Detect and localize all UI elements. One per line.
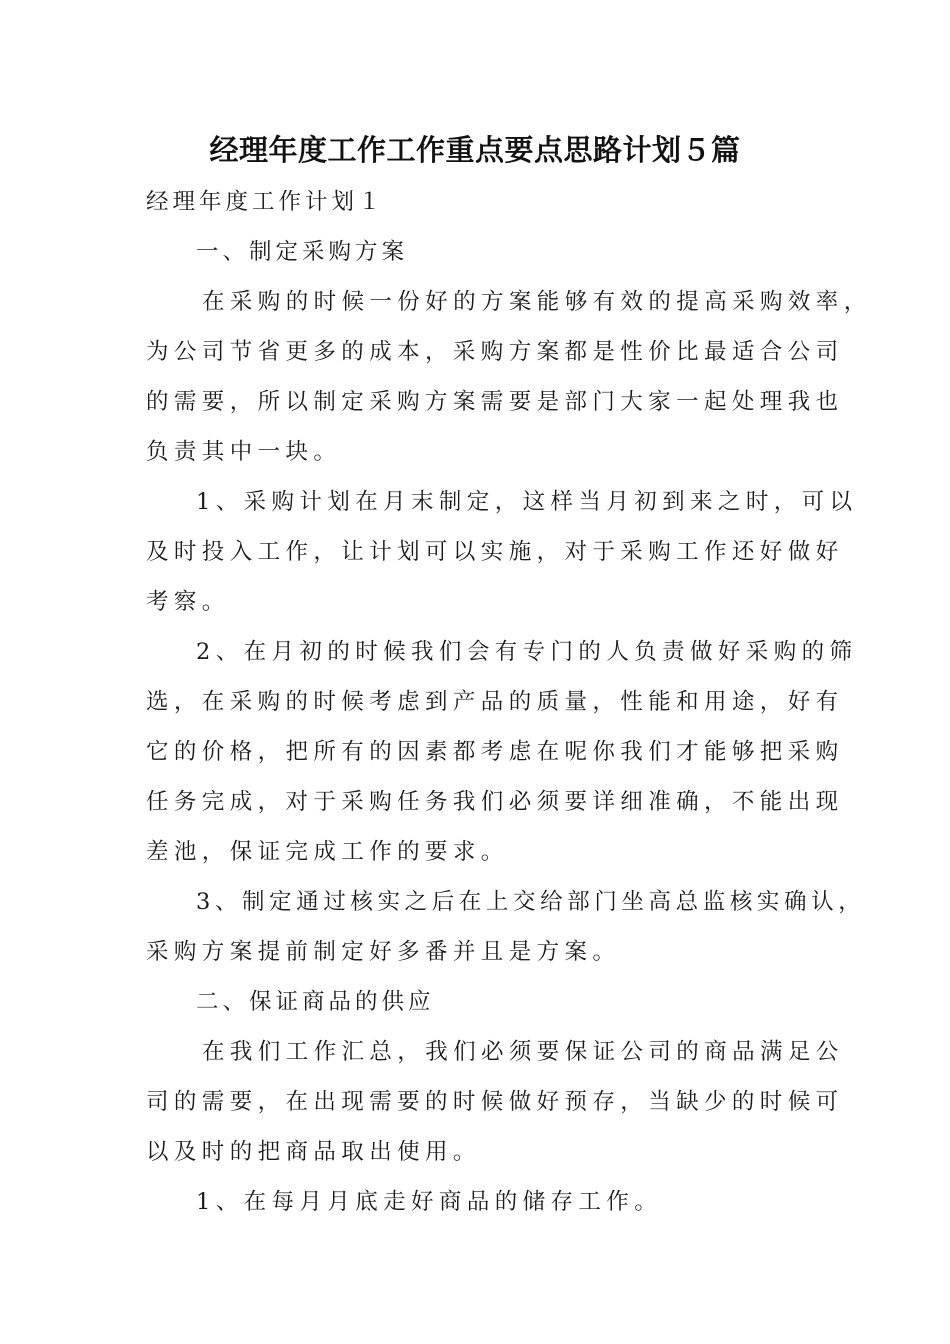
paragraph-line: 任务完成，对于采购任务我们必须要详细准确，不能出现 (146, 789, 844, 815)
paragraph-line: 它的价格，把所有的因素都考虑在呢你我们才能够把采购 (146, 739, 844, 765)
paragraph-line: 1、在每月月底走好商品的储存工作。 (196, 1189, 663, 1215)
paragraph-line: 选，在采购的时候考虑到产品的质量，性能和用途，好有 (146, 689, 844, 715)
paragraph-line: 采购方案提前制定好多番并且是方案。 (146, 939, 621, 965)
paragraph-line: 的需要，所以制定采购方案需要是部门大家一起处理我也 (146, 389, 844, 415)
paragraph-line: 3、制定通过核实之后在上交给部门坐高总监核实确认， (196, 889, 866, 915)
paragraph-line: 差池，保证完成工作的要求。 (146, 839, 509, 865)
paragraph-line: 负责其中一块。 (146, 439, 342, 465)
paragraph-line: 2、在月初的时候我们会有专门的人负责做好采购的筛 (196, 639, 858, 665)
paragraph-line: 1、采购计划在月末制定，这样当月初到来之时，可以 (196, 489, 858, 515)
paragraph-line: 及时投入工作，让计划可以实施，对于采购工作还好做好 (146, 539, 844, 565)
paragraph-line: 为公司节省更多的成本，采购方案都是性价比最适合公司 (146, 339, 844, 365)
paragraph-line: 在采购的时候一份好的方案能够有效的提高采购效率， (202, 289, 872, 315)
section-heading-2: 二、保证商品的供应 (196, 989, 435, 1015)
paragraph-line: 司的需要，在出现需要的时候做好预存，当缺少的时候可 (146, 1089, 844, 1115)
plan-subtitle: 经理年度工作计划１ (146, 189, 385, 215)
paragraph-line: 在我们工作汇总，我们必须要保证公司的商品满足公 (202, 1039, 844, 1065)
document-title: 经理年度工作工作重点要点思路计划５篇 (209, 133, 741, 167)
paragraph-line: 考察。 (146, 589, 230, 615)
paragraph-line: 以及时的把商品取出使用。 (146, 1139, 481, 1165)
section-heading-1: 一、制定采购方案 (196, 239, 409, 265)
